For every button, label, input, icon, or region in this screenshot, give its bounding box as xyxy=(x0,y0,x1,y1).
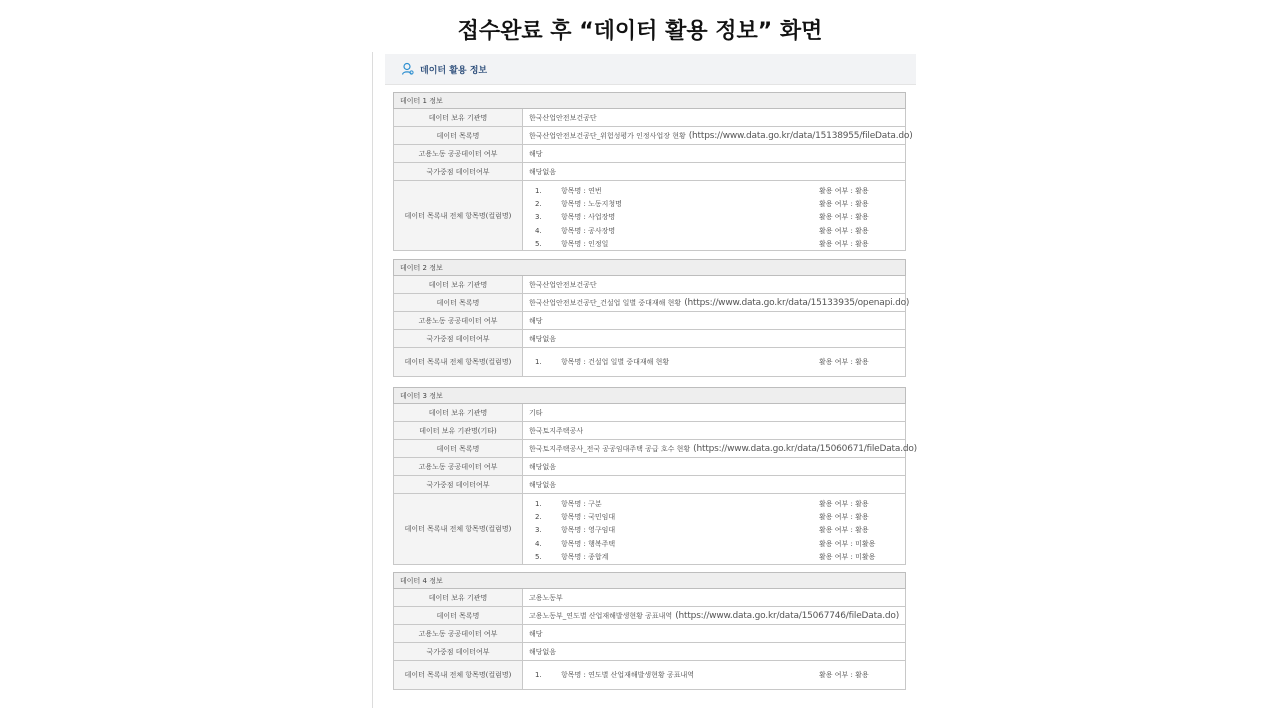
list-item: 3. 항목명 : 영구임대 활용 여부 : 활용 xyxy=(535,526,869,535)
national-row xyxy=(393,476,906,494)
list-item: 1. 항목명 : 연도별 산업재해발생현황 공표내역 활용 여부 : 활용 xyxy=(535,671,869,679)
owner-label: 데이터 보유 기관명 xyxy=(394,404,523,421)
columns-row xyxy=(393,494,906,565)
national-label: 국가중점 데이터여부 xyxy=(394,163,523,180)
owner-row xyxy=(393,109,906,127)
list-item: 1. 항목명 : 구분 활용 여부 : 활용 xyxy=(535,500,869,508)
list-item: 5. 항목명 : 인정일 활용 여부 : 활용 xyxy=(535,239,869,248)
owner-row xyxy=(393,276,906,294)
dataset-label: 데이터 목록명 xyxy=(394,607,523,624)
data-block-1 xyxy=(393,92,913,251)
public-row xyxy=(393,458,906,476)
panel-header xyxy=(385,54,916,85)
dataset-row xyxy=(393,440,917,458)
list-item: 1. 항목명 : 건설업 일별 중대재해 현황 활용 여부 : 활용 xyxy=(535,358,869,366)
national-value: 해당없음 xyxy=(529,480,557,489)
owner-value: 기타 xyxy=(529,408,543,417)
national-label: 국가중점 데이터여부 xyxy=(394,476,523,493)
owner-other-label: 데이터 보유 기관명(기타) xyxy=(394,422,523,439)
dataset-label: 데이터 목록명 xyxy=(394,294,523,311)
dataset-value xyxy=(523,127,913,144)
public-value: 해당 xyxy=(529,629,543,638)
data-block-3 xyxy=(393,387,917,565)
list-item: 4. 항목명 : 행복주택 활용 여부 : 미활용 xyxy=(535,539,876,548)
dataset-row xyxy=(393,607,906,625)
national-value: 해당없음 xyxy=(529,334,557,343)
public-row xyxy=(393,625,906,643)
block-title: 데이터 2 정보 xyxy=(393,259,906,276)
slide-title: 접수완료 후 “데이터 활용 정보” 화면 xyxy=(457,19,823,44)
dataset-name: 한국산업안전보건공단_건설업 일별 중대재해 현황 xyxy=(529,298,682,307)
block-title: 데이터 3 정보 xyxy=(393,387,906,404)
user-search-icon xyxy=(401,62,415,76)
public-label: 고용노동 공공데이터 여부 xyxy=(394,145,523,162)
columns-label: 데이터 목록내 전체 항목명(컬럼명) xyxy=(394,661,523,689)
public-value: 해당없음 xyxy=(529,462,557,471)
dataset-row xyxy=(393,127,913,145)
columns-row xyxy=(393,661,906,690)
dataset-url-link[interactable]: (https://www.data.go.kr/data/15060671/fileData.do) xyxy=(693,443,917,454)
owner-value: 한국산업안전보건공단 xyxy=(529,280,597,289)
list-item: 2. 항목명 : 국민임대 활용 여부 : 활용 xyxy=(535,513,869,522)
data-block-2 xyxy=(393,259,910,377)
owner-other-value: 한국토지주택공사 xyxy=(529,426,584,435)
block-title: 데이터 1 정보 xyxy=(393,92,906,109)
columns-row xyxy=(393,348,906,377)
columns-row xyxy=(393,181,906,251)
public-value: 해당 xyxy=(529,316,543,325)
dataset-name: 고용노동부_연도별 산업재해발생현황 공표내역 xyxy=(529,611,673,620)
columns-label: 데이터 목록내 전체 항목명(컬럼명) xyxy=(394,494,523,564)
dataset-label: 데이터 목록명 xyxy=(394,127,523,144)
dataset-name: 한국토지주택공사_전국 공공임대주택 공급 호수 현황 xyxy=(529,444,691,453)
owner-label: 데이터 보유 기관명 xyxy=(394,109,523,126)
owner-value: 한국산업안전보건공단 xyxy=(529,113,597,122)
national-row xyxy=(393,330,906,348)
columns-list xyxy=(523,348,905,376)
public-label: 고용노동 공공데이터 여부 xyxy=(394,458,523,475)
national-value: 해당없음 xyxy=(529,647,557,656)
list-item: 5. 항목명 : 종합계 활용 여부 : 미활용 xyxy=(535,552,876,561)
list-item: 3. 항목명 : 사업장명 활용 여부 : 활용 xyxy=(535,213,869,222)
national-row xyxy=(393,643,906,661)
national-value: 해당없음 xyxy=(529,167,557,176)
block-title: 데이터 4 정보 xyxy=(393,572,906,589)
national-label: 국가중점 데이터여부 xyxy=(394,643,523,660)
list-item: 4. 항목명 : 공사장명 활용 여부 : 활용 xyxy=(535,226,869,235)
columns-list xyxy=(523,661,905,689)
owner-row xyxy=(393,589,906,607)
owner-label: 데이터 보유 기관명 xyxy=(394,589,523,606)
dataset-url-link[interactable]: (https://www.data.go.kr/data/15138955/fileData.do) xyxy=(688,130,913,141)
dataset-name: 한국산업안전보건공단_위험성평가 인정사업장 현황 xyxy=(529,131,686,140)
data-usage-panel xyxy=(372,52,916,708)
national-row xyxy=(393,163,906,181)
dataset-value xyxy=(523,294,909,311)
dataset-row xyxy=(393,294,910,312)
owner-label: 데이터 보유 기관명 xyxy=(394,276,523,293)
list-item: 1. 항목명 : 연번 활용 여부 : 활용 xyxy=(535,187,869,195)
dataset-label: 데이터 목록명 xyxy=(394,440,523,457)
public-label: 고용노동 공공데이터 여부 xyxy=(394,312,523,329)
public-value: 해당 xyxy=(529,149,543,158)
dataset-value xyxy=(523,440,917,457)
columns-label: 데이터 목록내 전체 항목명(컬럼명) xyxy=(394,181,523,250)
owner-value: 고용노동부 xyxy=(529,593,563,602)
data-block-4 xyxy=(393,572,906,690)
columns-list xyxy=(523,494,905,564)
panel-title: 데이터 활용 정보 xyxy=(420,66,488,76)
owner-row xyxy=(393,404,906,422)
dataset-url-link[interactable]: (https://www.data.go.kr/data/15067746/fileData.do) xyxy=(675,610,900,621)
national-label: 국가중점 데이터여부 xyxy=(394,330,523,347)
public-row xyxy=(393,145,906,163)
dataset-url-link[interactable]: (https://www.data.go.kr/data/15133935/openapi.do) xyxy=(684,297,910,308)
dataset-value xyxy=(523,607,905,624)
owner-other-row xyxy=(393,422,906,440)
columns-list xyxy=(523,181,905,250)
public-row xyxy=(393,312,906,330)
list-item: 2. 항목명 : 노동지청명 활용 여부 : 활용 xyxy=(535,200,869,209)
columns-label: 데이터 목록내 전체 항목명(컬럼명) xyxy=(394,348,523,376)
public-label: 고용노동 공공데이터 여부 xyxy=(394,625,523,642)
